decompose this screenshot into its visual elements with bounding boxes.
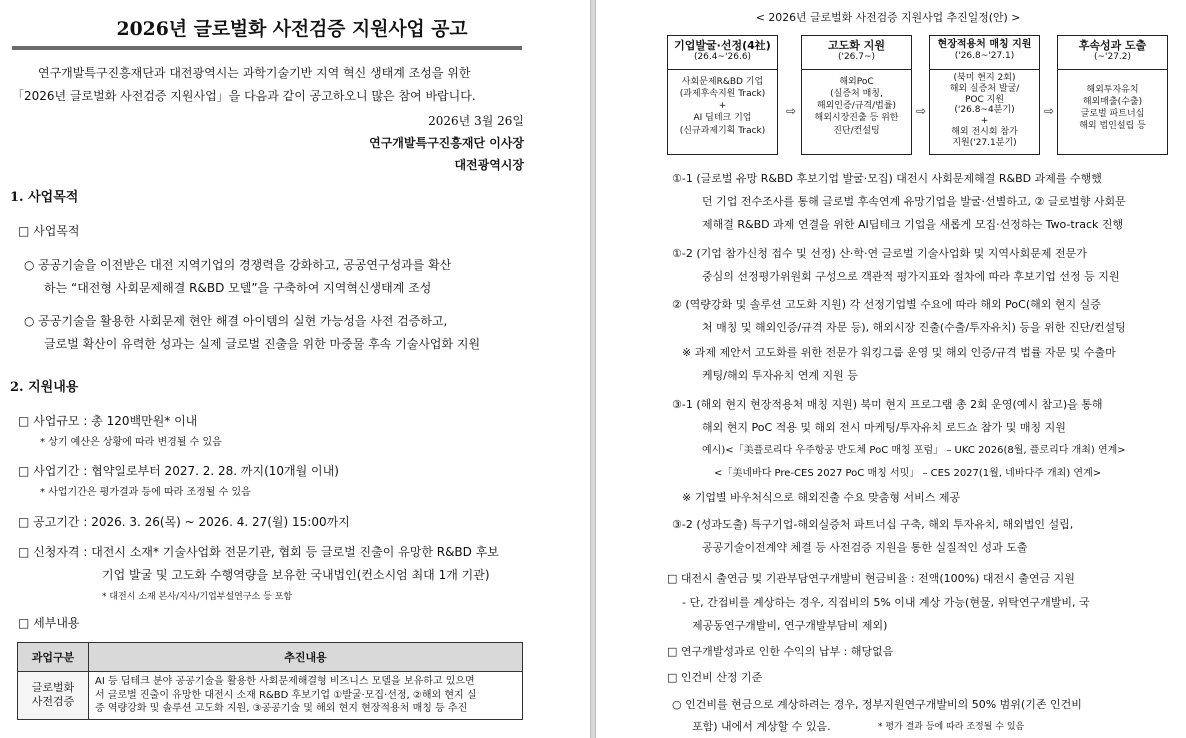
task-3-1-example-1: 예시)<「美플로리다 우주항공 반도체 PoC 매칭 포럼」 – UKC 2026(8월, 플로리다 개최) 연계> [702, 445, 1126, 456]
arrow-right-icon: ⇨ [1044, 104, 1055, 118]
stage-3-line: ('26.8~4분기) [954, 105, 1015, 116]
stage-3-header [930, 36, 1039, 70]
intro-line-1: 연구개발특구진흥재단과 대전광역시는 과학기술기반 지역 혁신 생태계 조성을 위한 [38, 66, 471, 80]
stage-1-line: AI 딥테크 기업 [693, 113, 752, 124]
stage-box-4 [1057, 35, 1168, 155]
document-page-right [596, 0, 1186, 738]
stage-box-2 [801, 35, 912, 155]
stage-3-title: 현장적용처 매칭 지원 [937, 39, 1032, 50]
labor-cost-heading: □ 인건비 산정 기준 [667, 671, 763, 684]
stage-1-period: (26.4~'26.6) [693, 52, 752, 63]
stage-1-line: (신규과제기획 Track) [679, 125, 766, 136]
content-line-3: 증 역량강화 및 솔루션 고도화 지원, ③공공기술 및 해외 현지 현장적용처 매칭 등 추진 [95, 703, 468, 714]
task-3-1-line-2: 해외 현지 PoC 적용 및 해외 전시 마케팅/투자유치 로드쇼 참가 및 매칭 지원 [702, 421, 1066, 434]
purpose-bullet-2a: ○ 공공기술을 활용한 사회문제 현안 해결 아이템의 실현 가능성을 사전 검증하고, [24, 314, 448, 328]
task-3-2-line-1: ③-2 (성과도출) 특구기업-해외실증처 파트너십 구축, 해외 투자유치, 해외법인 설립, [672, 518, 1074, 531]
issuer-city: 대전광역시장 [454, 158, 524, 172]
stage-1-body [668, 70, 777, 137]
arrow-right-icon: ⇨ [916, 104, 927, 118]
revenue-payment-item: □ 연구개발성과로 인한 수익의 납부 : 해당없음 [667, 645, 894, 658]
budget-item: □ 사업규모 : 총 120백만원* 이내 [18, 414, 198, 428]
arrow-right-icon: ⇨ [786, 104, 797, 118]
labor-cost-line-1: ○ 인건비를 현금으로 계상하려는 경우, 정부지원연구개발비의 50% 범위(기존 인건비 [672, 698, 1082, 711]
stage-4-line: 해외 법인설립 등 [1079, 121, 1146, 132]
task-1-2-line-2: 중심의 선정평가위원회 구성으로 객관적 평가지표와 절차에 따라 후보기업 선정 등 지원 [702, 270, 1120, 283]
stage-4-title: 후속성과 도출 [1078, 39, 1147, 52]
purpose-subheading: □ 사업목적 [18, 224, 80, 238]
task-3-1-note: ※ 기업별 바우처식으로 해외진출 수요 맞춤형 서비스 제공 [682, 491, 961, 504]
stage-2-body [802, 70, 911, 137]
period-item: □ 사업기간 : 협약일로부터 2027. 2. 28. 까지(10개월 이내) [18, 464, 339, 478]
stage-1-line: (과제후속지원 Track) [679, 89, 766, 100]
eligibility-note: * 대전시 소재 본사/지사/기업부설연구소 등 포함 [102, 592, 293, 602]
task-2-note-line-2: 케팅/해외 투자유치 연계 지원 등 [702, 369, 858, 382]
page-title: 2026년 글로벌화 사전검증 지원사업 공고 [116, 18, 468, 40]
task-1-1-line-1: ①-1 (글로벌 유망 R&BD 후보기업 발굴·모집) 대전시 사회문제해결 R&BD 과제를 수행했 [672, 172, 1102, 185]
stage-3-line: POC 지원 [964, 94, 1005, 105]
table-cell-category [18, 672, 89, 720]
task-1-1-line-2: 던 기업 전수조사를 통해 글로벌 후속연계 유망기업을 발굴·선별하고, ② 글로벌향 사회문 [702, 195, 1126, 208]
intro-line-2: 「2026년 글로벌화 사전검증 지원사업」을 다음과 같이 공고하오니 많은 참여 바랍니다. [12, 89, 476, 103]
task-3-1-line-1: ③-1 (해외 현지 현장적용처 매칭 지원) 북미 현지 프로그램 총 2회 운영(예시 참고)을 통해 [672, 398, 1103, 411]
stage-2-header [802, 36, 911, 70]
table-row [18, 672, 523, 720]
schedule-title: < 2026년 글로벌화 사전검증 지원사업 추진일정(안) > [755, 11, 1021, 24]
table-header-content: 추진내용 [89, 643, 523, 672]
stage-2-line: 해외인증/규격/법률) [816, 101, 897, 112]
stage-2-line: 진단/컨설팅 [833, 125, 880, 136]
section-heading-purpose: 1. 사업목적 [10, 190, 79, 205]
stage-1-header [668, 36, 777, 70]
stage-3-line: 지원('27.1분기) [952, 137, 1017, 148]
eligibility-line-2: 기업 발굴 및 고도화 수행역량을 보유한 국내법인(컨소시엄 최대 1개 기관) [102, 568, 490, 582]
purpose-bullet-1a: ○ 공공기술을 이전받은 대전 지역기업의 경쟁력을 강화하고, 공공연구성과를 확산 [24, 258, 452, 272]
stage-4-line: 해외투자유치 [1086, 85, 1139, 95]
stage-4-line: 글로벌 파트너십 [1080, 109, 1145, 120]
section-heading-support: 2. 지원내용 [10, 380, 79, 395]
stage-1-line: + [718, 101, 727, 112]
task-1-1-line-3: 제해결 R&BD 과제 연결을 위한 AI딥테크 기업을 새롭게 모집·선정하는 Two-track 진행 [702, 218, 1124, 231]
period-note: * 사업기간은 평가결과 등에 따라 조정될 수 있음 [40, 487, 251, 498]
table-header-category: 과업구분 [18, 643, 89, 672]
stage-3-line: + [980, 116, 989, 127]
stage-4-period: (~'27.2) [1093, 52, 1132, 63]
stage-3-line: 해외 실증처 발굴/ [949, 83, 1020, 94]
purpose-bullet-1b: 하는 “대전형 사회문제해결 R&BD 모델”을 구축하여 지역혁신생태계 조성 [44, 281, 432, 295]
title-rule [12, 46, 522, 50]
labor-cost-note: * 평가 결과 등에 따라 조정될 수 있음 [878, 722, 1025, 732]
task-2-line-1: ② (역량강화 및 솔루션 고도화 지원) 각 선정기업별 수요에 따라 해외 PoC(해외 현지 실증 [672, 298, 1101, 311]
category-label-line-1: 글로벌화 [31, 680, 75, 694]
stage-box-1 [667, 35, 778, 155]
stage-4-header [1058, 36, 1167, 70]
indirect-cost-line-2: 제공동연구개발비, 연구개발부담비 제외) [692, 619, 888, 632]
stage-3-body [930, 70, 1039, 149]
eligibility-line-1: □ 신청자격 : 대전시 소재* 기술사업화 전문기관, 협회 등 글로벌 진출이 유망한 R&BD 후보 [18, 545, 499, 559]
stage-2-period: ('26.7~) [837, 52, 876, 63]
stage-4-body [1058, 70, 1167, 133]
notice-period-item: □ 공고기간 : 2026. 3. 26(목) ~ 2026. 4. 27(월) 15:00까지 [18, 515, 350, 529]
document-page-left [0, 0, 590, 738]
category-label-line-2: 사전검증 [31, 695, 75, 709]
stage-box-3 [929, 35, 1040, 155]
task-1-2-line-1: ①-2 (기업 참가신청 접수 및 선정) 산·학·연 글로벌 기술사업화 및 지역사회문제 전문가 [672, 247, 1087, 260]
detail-table [17, 642, 523, 720]
issuer-foundation: 연구개발특구진흥재단 이사장 [369, 136, 524, 150]
stage-1-title: 기업발굴·선정(4社) [674, 39, 771, 52]
content-line-1: AI 등 딥테크 분야 공공기술을 활용한 사회문제해결형 비즈니스 모델을 보유하고 있으면 [95, 676, 475, 687]
table-header-row [18, 643, 523, 672]
detail-heading: □ 세부내용 [18, 616, 80, 630]
task-2-note-line-1: ※ 과제 제안서 고도화를 위한 전문가 워킹그룹 운영 및 해외 인증/규격 법률 자문 및 수출마 [682, 346, 1116, 359]
indirect-cost-line-1: - 단, 간접비를 계상하는 경우, 직접비의 5% 이내 계상 가능(현물, 위탁연구개발비, 국 [682, 596, 1090, 609]
budget-note: * 상기 예산은 상황에 따라 변경될 수 있음 [40, 437, 222, 448]
labor-cost-line-2: 포함) 내에서 계상할 수 있음. [692, 720, 831, 733]
stage-3-period: ('26.8~'27.1) [954, 51, 1015, 61]
purpose-bullet-2b: 글로벌 확산이 유력한 성과는 실제 글로벌 진출을 위한 마중물 후속 기술사업화 지원 [44, 337, 481, 351]
table-cell-content [89, 672, 523, 720]
stage-3-line: 해외 전시회 참가 [951, 126, 1018, 137]
content-line-2: 서 글로벌 진출이 유망한 대전시 소재 R&BD 후보기업 ①발굴·모집·선정, ②해외 현지 실 [95, 689, 477, 701]
task-2-line-2: 처 매칭 및 해외인증/규격 자문 등), 해외시장 진출(수출/투자유치) 등을 위한 진단/컨설팅 [702, 321, 1126, 334]
stage-2-line: (실증처 매칭, [830, 89, 883, 100]
stage-2-line: 해외시장진출 등 위한 [814, 113, 899, 124]
task-3-2-line-2: 공공기술이전계약 체결 등 사전검증 지원을 통한 실질적인 성과 도출 [702, 541, 1028, 554]
stage-1-line: 사회문제R&BD 기업 [681, 77, 764, 87]
stage-2-line: 해외PoC [839, 77, 874, 87]
announcement-date: 2026년 3월 26일 [428, 114, 524, 128]
funding-ratio-item: □ 대전시 출연금 및 기관부담연구개발비 현금비율 : 전액(100%) 대전시 출연금 지원 [667, 572, 1075, 585]
stage-2-title: 고도화 지원 [828, 39, 885, 52]
task-3-1-example-2: <「美네바다 Pre-CES 2027 PoC 매칭 서밋」 – CES 2027(1월, 네바다주 개최) 연계> [714, 468, 1102, 479]
stage-4-line: 해외매출(수출) [1082, 97, 1143, 108]
stage-3-line: (북미 현지 2회) [953, 73, 1016, 83]
